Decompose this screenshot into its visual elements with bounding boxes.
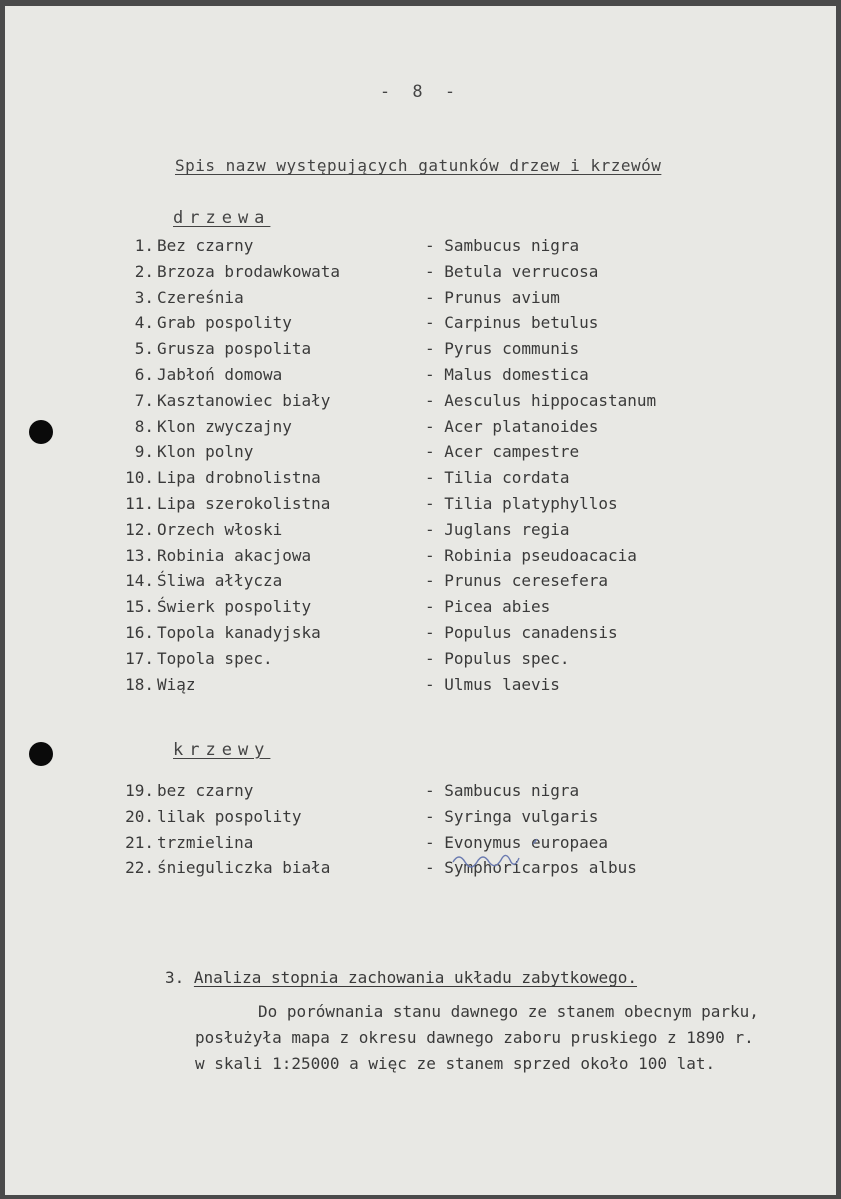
- species-row: [105, 623, 805, 649]
- latin-name: - Ulmus laevis: [425, 674, 560, 694]
- latin-name: - Prunus avium: [425, 287, 560, 307]
- latin-name: - Aesculus hippocastanum: [425, 390, 657, 410]
- species-number: 8.: [134, 416, 154, 436]
- species-number: 11.: [125, 493, 154, 513]
- species-row: [105, 675, 805, 701]
- species-row: [105, 442, 805, 468]
- species-row: [105, 649, 805, 675]
- latin-name: - Tilia platyphyllos: [425, 493, 618, 513]
- latin-name: - Carpinus betulus: [425, 313, 599, 333]
- polish-name: śnieguliczka biała: [157, 858, 331, 878]
- section-title-shrubs: krzewy: [173, 740, 271, 760]
- polish-name: Klon polny: [157, 442, 254, 462]
- species-number: 9.: [134, 442, 154, 462]
- species-row: [105, 365, 805, 391]
- species-row: [105, 262, 805, 288]
- species-number: 16.: [125, 622, 154, 642]
- analysis-number: 3.: [165, 968, 185, 987]
- punch-hole-top: [29, 420, 53, 444]
- polish-name: bez czarny: [157, 781, 254, 800]
- species-number: 4.: [134, 313, 154, 333]
- latin-name: - Tilia cordata: [425, 468, 570, 488]
- paragraph-line: w skali 1:25000 a więc ze stanem sprzed około 100 lat.: [195, 1054, 716, 1073]
- latin-name: - Acer campestre: [425, 442, 580, 462]
- species-row: [105, 494, 805, 520]
- species-row: [105, 546, 805, 572]
- latin-name: - Populus spec.: [425, 648, 570, 668]
- polish-name: Wiąz: [157, 674, 196, 694]
- species-number: 15.: [125, 597, 154, 617]
- latin-name: - Syringa vulgaris: [425, 806, 599, 826]
- species-number: 12.: [125, 519, 154, 539]
- species-number: 3.: [134, 287, 154, 307]
- latin-name: - Populus canadensis: [425, 622, 618, 642]
- latin-name: - Pyrus communis: [425, 339, 580, 359]
- latin-name: - Sambucus nigra: [425, 236, 580, 255]
- species-number: 22.: [125, 858, 154, 878]
- analysis-heading: [165, 968, 637, 987]
- species-number: 13.: [125, 545, 154, 565]
- polish-name: Bez czarny: [157, 236, 254, 255]
- polish-name: Orzech włoski: [157, 519, 283, 539]
- polish-name: Czereśnia: [157, 287, 244, 307]
- species-number: 21.: [125, 832, 154, 852]
- polish-name: Grusza pospolita: [157, 339, 312, 359]
- species-row: [105, 391, 805, 417]
- tree-list: [105, 236, 805, 700]
- species-number: 18.: [125, 674, 154, 694]
- polish-name: Grab pospolity: [157, 313, 292, 333]
- species-row: [105, 339, 805, 365]
- punch-hole-bottom: [29, 742, 53, 766]
- species-row: [105, 288, 805, 314]
- latin-name: - Picea abies: [425, 597, 551, 617]
- species-number: 14.: [125, 571, 154, 591]
- latin-name: - Prunus ceresefera: [425, 571, 609, 591]
- paragraph-line: Do porównania stanu dawnego ze stanem obecnym parku,: [258, 1002, 759, 1021]
- species-row: [105, 571, 805, 597]
- polish-name: Kasztanowiec biały: [157, 390, 331, 410]
- section-title-trees: drzewa: [173, 208, 271, 228]
- page-heading: Spis nazw występujących gatunków drzew i krzewów: [175, 156, 662, 175]
- polish-name: lilak pospolity: [157, 806, 302, 826]
- species-number: 20.: [125, 806, 154, 826]
- species-row: [105, 520, 805, 546]
- latin-name: - Juglans regia: [425, 519, 570, 539]
- polish-name: Śliwa ałłycza: [157, 571, 283, 591]
- polish-name: Topola spec.: [157, 648, 273, 668]
- species-number: 10.: [125, 468, 154, 488]
- polish-name: Topola kanadyjska: [157, 622, 321, 642]
- latin-name: - Symphoricarpos albus: [425, 858, 637, 878]
- analysis-paragraph: [195, 999, 815, 1077]
- species-number: 17.: [125, 648, 154, 668]
- analysis-title: Analiza stopnia zachowania układu zabytkowego.: [193, 968, 638, 987]
- polish-name: trzmielina: [157, 832, 254, 852]
- species-number: 1.: [134, 236, 154, 255]
- handwritten-correction: [445, 838, 545, 878]
- polish-name: Jabłoń domowa: [157, 364, 283, 384]
- polish-name: Klon zwyczajny: [157, 416, 292, 436]
- species-row: [105, 781, 805, 807]
- paragraph-line: posłużyła mapa z okresu dawnego zaboru pruskiego z 1890 r.: [195, 1028, 754, 1047]
- polish-name: Lipa drobnolistna: [157, 468, 321, 488]
- latin-name: - Robinia pseudoacacia: [425, 545, 637, 565]
- species-row: [105, 468, 805, 494]
- species-number: 2.: [134, 261, 154, 281]
- latin-name: - Sambucus nigra: [425, 781, 580, 800]
- species-number: 6.: [134, 364, 154, 384]
- latin-name: - Acer platanoides: [425, 416, 599, 436]
- polish-name: Świerk pospolity: [157, 597, 312, 617]
- species-number: 7.: [134, 390, 154, 410]
- polish-name: Brzoza brodawkowata: [157, 261, 341, 281]
- species-row: [105, 597, 805, 623]
- document-page: [5, 6, 836, 1195]
- species-number: 19.: [125, 781, 154, 800]
- page-number: - 8 -: [379, 82, 462, 102]
- species-row: [105, 313, 805, 339]
- polish-name: Lipa szerokolistna: [157, 493, 331, 513]
- species-row: [105, 807, 805, 833]
- latin-name: - Betula verrucosa: [425, 261, 599, 281]
- latin-name: - Evonymus europaea: [425, 832, 609, 852]
- latin-name: - Malus domestica: [425, 364, 589, 384]
- species-row: [105, 417, 805, 443]
- species-row: [105, 236, 805, 262]
- polish-name: Robinia akacjowa: [157, 545, 312, 565]
- species-number: 5.: [134, 339, 154, 359]
